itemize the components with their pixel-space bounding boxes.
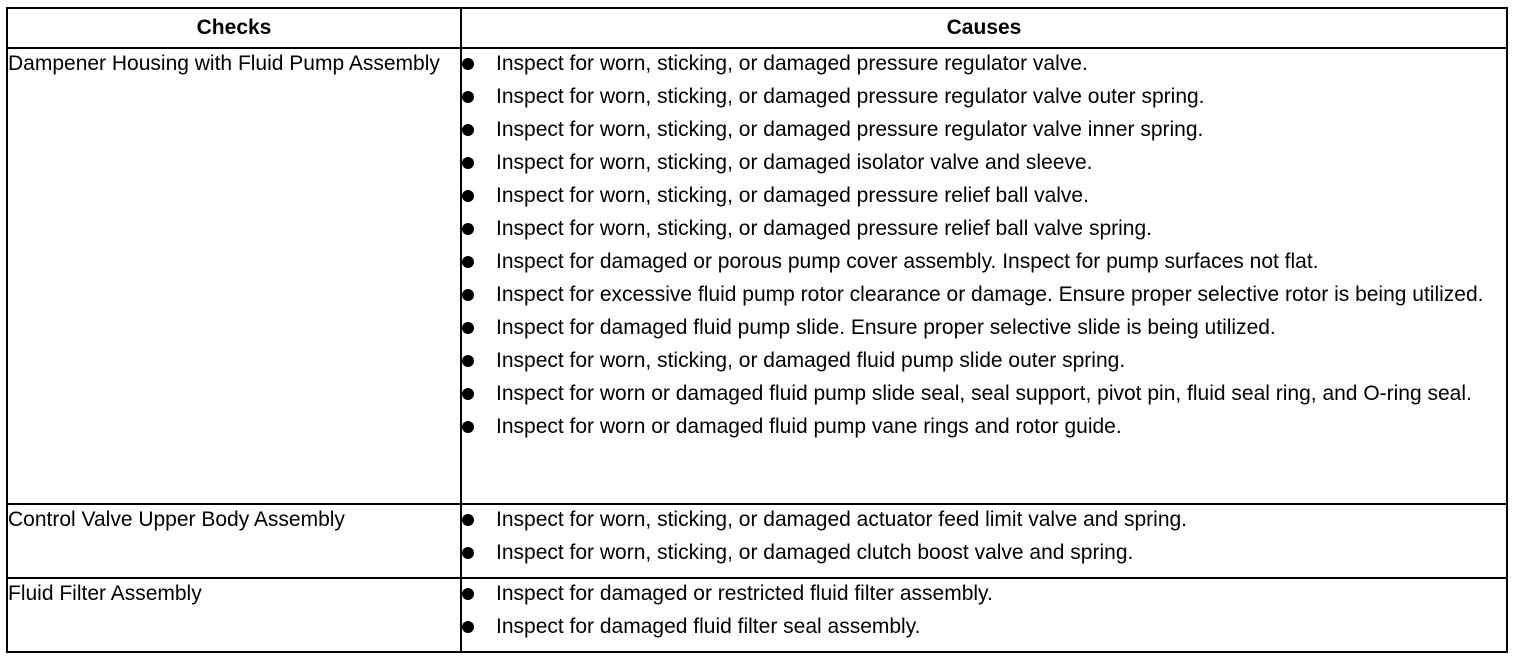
bullet-icon [462, 223, 474, 235]
bullet-icon [462, 355, 474, 367]
cause-item [462, 505, 1506, 534]
bullet-icon [462, 190, 474, 202]
cause-item [462, 412, 1506, 441]
causes-cell [461, 504, 1507, 578]
cause-item [462, 214, 1506, 243]
cause-text: Inspect for worn, sticking, or damaged fluid pump slide outer spring. [496, 349, 1126, 372]
cause-item [462, 115, 1506, 144]
causes-list [462, 505, 1506, 567]
cause-item [462, 346, 1506, 375]
bullet-icon [462, 588, 474, 600]
bullet-icon [462, 547, 474, 559]
cause-text: Inspect for worn, sticking, or damaged clutch boost valve and spring. [496, 541, 1134, 564]
causes-cell [461, 48, 1507, 504]
cause-text: Inspect for worn, sticking, or damaged pressure regulator valve. [496, 52, 1088, 75]
bullet-icon [462, 256, 474, 268]
causes-list [462, 579, 1506, 641]
cause-text: Inspect for worn, sticking, or damaged isolator valve and sleeve. [496, 151, 1093, 174]
causes-list [462, 49, 1506, 441]
cause-text: Inspect for worn, sticking, or damaged actuator feed limit valve and spring. [496, 508, 1188, 531]
cause-text: Inspect for worn, sticking, or damaged pressure relief ball valve spring. [496, 217, 1152, 240]
cause-text: Inspect for worn or damaged fluid pump vane rings and rotor guide. [496, 415, 1122, 438]
cause-item [462, 247, 1506, 276]
bullet-icon [462, 388, 474, 400]
cause-text: Inspect for damaged or restricted fluid filter assembly. [496, 582, 993, 605]
bullet-icon [462, 124, 474, 136]
header-row [7, 8, 1507, 48]
cause-text: Inspect for worn, sticking, or damaged pressure regulator valve inner spring. [496, 118, 1204, 141]
cause-text: Inspect for damaged fluid pump slide. Ensure proper selective slide is being utilized. [496, 316, 1276, 339]
bullet-icon [462, 621, 474, 633]
bullet-icon [462, 421, 474, 433]
cause-item [462, 82, 1506, 111]
table-row [7, 504, 1507, 578]
table-row [7, 48, 1507, 504]
cause-text: Inspect for excessive fluid pump rotor clearance or damage. Ensure proper selective rotor is being utilized. [496, 283, 1484, 306]
cause-text: Inspect for worn, sticking, or damaged pressure regulator valve outer spring. [496, 85, 1205, 108]
check-cell: Control Valve Upper Body Assembly [7, 504, 461, 578]
cause-item [462, 612, 1506, 641]
header-causes: Causes [461, 8, 1507, 48]
bullet-icon [462, 91, 474, 103]
cause-item [462, 181, 1506, 210]
bullet-icon [462, 289, 474, 301]
cause-text: Inspect for damaged or porous pump cover assembly. Inspect for pump surfaces not flat. [496, 250, 1319, 273]
table-row [7, 578, 1507, 652]
cause-item [462, 579, 1506, 608]
cause-text: Inspect for worn, sticking, or damaged pressure relief ball valve. [496, 184, 1089, 207]
bullet-icon [462, 322, 474, 334]
cause-text: Inspect for worn or damaged fluid pump slide seal, seal support, pivot pin, fluid seal ring, and O-ring seal. [496, 382, 1472, 405]
diagnostic-table [6, 7, 1508, 653]
cause-item [462, 148, 1506, 177]
causes-cell [461, 578, 1507, 652]
bullet-icon [462, 157, 474, 169]
header-checks: Checks [7, 8, 461, 48]
cause-item [462, 280, 1506, 309]
cause-item [462, 379, 1506, 408]
check-cell: Dampener Housing with Fluid Pump Assembly [7, 48, 461, 504]
check-cell: Fluid Filter Assembly [7, 578, 461, 652]
cause-item [462, 313, 1506, 342]
bullet-icon [462, 58, 474, 70]
bullet-icon [462, 514, 474, 526]
cause-item [462, 49, 1506, 78]
cause-item [462, 538, 1506, 567]
cause-text: Inspect for damaged fluid filter seal assembly. [496, 615, 921, 638]
